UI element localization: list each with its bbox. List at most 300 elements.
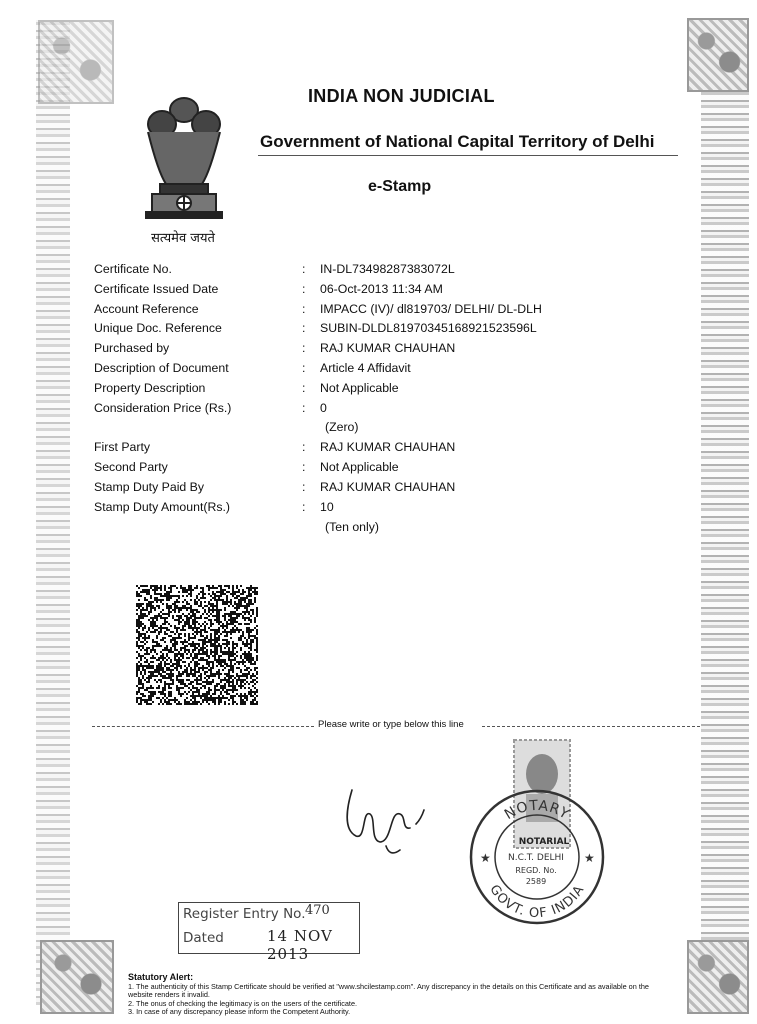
barcode-module: [152, 693, 154, 695]
barcode-module: [194, 653, 196, 655]
barcode-module: [184, 651, 186, 653]
barcode-module: [208, 609, 210, 611]
barcode-module: [196, 631, 198, 633]
barcode-module: [204, 629, 206, 631]
barcode-module: [250, 655, 252, 657]
barcode-module: [220, 587, 222, 589]
barcode-module: [156, 617, 158, 619]
barcode-module: [234, 613, 236, 615]
barcode-module: [186, 641, 188, 643]
barcode-module: [160, 593, 162, 595]
barcode-module: [202, 649, 204, 651]
barcode-module: [212, 665, 214, 667]
barcode-module: [246, 673, 248, 675]
barcode-module: [150, 631, 152, 633]
barcode-module: [218, 637, 220, 639]
barcode-module: [224, 647, 226, 649]
barcode-module: [184, 605, 186, 607]
barcode-module: [256, 695, 258, 697]
barcode-module: [188, 675, 190, 677]
barcode-module: [224, 617, 226, 619]
barcode-module: [202, 641, 204, 643]
barcode-module: [226, 621, 228, 623]
barcode-module: [230, 629, 232, 631]
barcode-module: [160, 665, 162, 667]
barcode-module: [210, 699, 212, 701]
barcode-module: [238, 685, 240, 687]
barcode-module: [204, 611, 206, 613]
barcode-module: [192, 641, 194, 643]
barcode-module: [232, 593, 234, 595]
barcode-module: [252, 681, 254, 683]
barcode-module: [228, 657, 230, 659]
barcode-module: [250, 599, 252, 601]
barcode-module: [174, 619, 176, 621]
barcode-module: [150, 609, 152, 611]
barcode-module: [204, 597, 206, 599]
barcode-module: [178, 659, 180, 661]
barcode-module: [136, 673, 138, 675]
barcode-module: [158, 663, 160, 665]
barcode-module: [140, 663, 142, 665]
barcode-module: [158, 613, 160, 615]
barcode-module: [138, 679, 140, 681]
barcode-module: [184, 587, 186, 589]
barcode-module: [154, 657, 156, 659]
barcode-module: [204, 677, 206, 679]
field-colon: :: [302, 440, 306, 455]
barcode-module: [182, 605, 184, 607]
barcode-module: [182, 661, 184, 663]
barcode-module: [222, 679, 224, 681]
barcode-module: [198, 599, 200, 601]
barcode-module: [198, 683, 200, 685]
field-label: Certificate Issued Date: [94, 281, 219, 296]
barcode-module: [168, 699, 170, 701]
barcode-module: [176, 653, 178, 655]
barcode-module: [160, 645, 162, 647]
barcode-module: [166, 697, 168, 699]
barcode-module: [230, 621, 232, 623]
barcode-module: [216, 621, 218, 623]
barcode-module: [214, 605, 216, 607]
barcode-module: [256, 667, 258, 669]
barcode-module: [210, 609, 212, 611]
barcode-module: [184, 645, 186, 647]
barcode-module: [244, 675, 246, 677]
barcode-module: [214, 597, 216, 599]
barcode-module: [184, 703, 186, 705]
barcode-module: [218, 595, 220, 597]
barcode-module: [152, 631, 154, 633]
barcode-module: [162, 677, 164, 679]
barcode-module: [148, 611, 150, 613]
barcode-module: [136, 675, 138, 677]
barcode-module: [232, 667, 234, 669]
barcode-module: [156, 667, 158, 669]
barcode-module: [250, 675, 252, 677]
barcode-module: [220, 625, 222, 627]
certificate-details: [94, 262, 654, 540]
barcode-module: [190, 607, 192, 609]
barcode-module: [218, 701, 220, 703]
barcode-module: [198, 605, 200, 607]
svg-text:GOVT. OF INDIA: [486, 882, 587, 921]
barcode-module: [204, 695, 206, 697]
barcode-module: [232, 629, 234, 631]
barcode-module: [212, 673, 214, 675]
barcode-module: [220, 585, 222, 587]
barcode-module: [166, 663, 168, 665]
barcode-module: [236, 655, 238, 657]
barcode-module: [206, 659, 208, 661]
barcode-module: [176, 607, 178, 609]
barcode-module: [194, 663, 196, 665]
barcode-module: [212, 607, 214, 609]
barcode-module: [234, 647, 236, 649]
barcode-module: [210, 653, 212, 655]
barcode-module: [154, 607, 156, 609]
barcode-module: [228, 665, 230, 667]
barcode-module: [198, 671, 200, 673]
barcode-module: [208, 593, 210, 595]
barcode-module: [242, 611, 244, 613]
barcode-module: [146, 677, 148, 679]
barcode-module: [178, 595, 180, 597]
barcode-module: [230, 601, 232, 603]
barcode-module: [202, 639, 204, 641]
barcode-module: [156, 697, 158, 699]
barcode-module: [168, 623, 170, 625]
barcode-module: [168, 657, 170, 659]
barcode-module: [178, 601, 180, 603]
barcode-module: [198, 627, 200, 629]
barcode-module: [144, 657, 146, 659]
barcode-module: [166, 597, 168, 599]
barcode-module: [202, 647, 204, 649]
barcode-module: [234, 629, 236, 631]
barcode-module: [208, 689, 210, 691]
barcode-module: [168, 609, 170, 611]
barcode-module: [162, 669, 164, 671]
barcode-module: [214, 655, 216, 657]
barcode-module: [218, 659, 220, 661]
barcode-module: [252, 685, 254, 687]
barcode-module: [150, 657, 152, 659]
barcode-module: [224, 651, 226, 653]
barcode-module: [140, 585, 142, 587]
barcode-module: [248, 603, 250, 605]
barcode-module: [230, 689, 232, 691]
barcode-module: [190, 595, 192, 597]
barcode-module: [222, 627, 224, 629]
barcode-module: [180, 617, 182, 619]
barcode-module: [170, 703, 172, 705]
barcode-module: [160, 611, 162, 613]
barcode-module: [250, 691, 252, 693]
barcode-module: [232, 623, 234, 625]
detail-row: [94, 381, 654, 401]
barcode-module: [172, 639, 174, 641]
barcode-module: [200, 675, 202, 677]
barcode-module: [216, 665, 218, 667]
barcode-module: [166, 613, 168, 615]
barcode-module: [142, 695, 144, 697]
barcode-module: [188, 649, 190, 651]
barcode-module: [242, 633, 244, 635]
barcode-module: [232, 613, 234, 615]
barcode-module: [166, 593, 168, 595]
barcode-module: [232, 605, 234, 607]
barcode-module: [140, 611, 142, 613]
barcode-module: [162, 703, 164, 705]
barcode-module: [224, 607, 226, 609]
barcode-module: [248, 629, 250, 631]
seal-center-line4: 2589: [525, 877, 547, 886]
barcode-module: [176, 675, 178, 677]
barcode-module: [196, 655, 198, 657]
barcode-module: [254, 675, 256, 677]
barcode-module: [218, 635, 220, 637]
barcode-module: [214, 633, 216, 635]
barcode-module: [160, 617, 162, 619]
seal-top-text: NOTARY: [501, 797, 573, 824]
barcode-module: [226, 645, 228, 647]
barcode-module: [150, 605, 152, 607]
barcode-module: [166, 603, 168, 605]
barcode-module: [184, 633, 186, 635]
barcode-module: [222, 689, 224, 691]
barcode-module: [224, 631, 226, 633]
barcode-module: [166, 677, 168, 679]
barcode-module: [172, 665, 174, 667]
barcode-module: [156, 605, 158, 607]
field-colon: :: [302, 479, 306, 494]
barcode-module: [184, 615, 186, 617]
barcode-module: [176, 637, 178, 639]
barcode-module: [208, 589, 210, 591]
barcode-module: [220, 649, 222, 651]
barcode-module: [168, 677, 170, 679]
barcode-module: [152, 625, 154, 627]
barcode-module: [226, 693, 228, 695]
barcode-module: [142, 645, 144, 647]
barcode-module: [176, 631, 178, 633]
barcode-module: [244, 693, 246, 695]
barcode-module: [256, 647, 258, 649]
barcode-module: [248, 591, 250, 593]
barcode-module: [178, 607, 180, 609]
barcode-module: [208, 675, 210, 677]
barcode-module: [250, 621, 252, 623]
barcode-module: [222, 623, 224, 625]
field-label: Description of Document: [94, 360, 229, 375]
barcode-module: [214, 619, 216, 621]
barcode-module: [218, 669, 220, 671]
field-colon: :: [302, 301, 306, 316]
barcode-module: [180, 703, 182, 705]
barcode-module: [176, 629, 178, 631]
barcode-module: [148, 603, 150, 605]
barcode-module: [252, 611, 254, 613]
barcode-module: [230, 653, 232, 655]
barcode-module: [224, 613, 226, 615]
barcode-module: [162, 639, 164, 641]
barcode-module: [240, 679, 242, 681]
barcode-module: [138, 647, 140, 649]
barcode-module: [148, 589, 150, 591]
barcode-module: [192, 673, 194, 675]
barcode-module: [180, 681, 182, 683]
barcode-module: [168, 693, 170, 695]
barcode-module: [248, 671, 250, 673]
barcode-module: [204, 681, 206, 683]
barcode-module: [156, 645, 158, 647]
barcode-module: [256, 655, 258, 657]
barcode-module: [248, 651, 250, 653]
barcode-module: [168, 593, 170, 595]
barcode-module: [150, 675, 152, 677]
barcode-module: [178, 653, 180, 655]
barcode-module: [174, 641, 176, 643]
statutory-alert: [128, 973, 668, 1017]
barcode-module: [248, 637, 250, 639]
barcode-module: [236, 591, 238, 593]
barcode-module: [192, 613, 194, 615]
corner-ornament-top-left: [38, 20, 114, 104]
barcode-module: [162, 637, 164, 639]
barcode-module: [238, 629, 240, 631]
barcode-module: [140, 595, 142, 597]
barcode-module: [154, 593, 156, 595]
barcode-module: [228, 693, 230, 695]
barcode-module: [200, 605, 202, 607]
barcode-module: [242, 663, 244, 665]
barcode-module: [184, 641, 186, 643]
barcode-module: [202, 593, 204, 595]
barcode-module: [206, 675, 208, 677]
barcode-module: [222, 599, 224, 601]
barcode-module: [228, 615, 230, 617]
barcode-module: [214, 659, 216, 661]
barcode-module: [138, 599, 140, 601]
barcode-module: [256, 677, 258, 679]
barcode-module: [160, 629, 162, 631]
barcode-module: [234, 695, 236, 697]
barcode-module: [222, 603, 224, 605]
barcode-module: [148, 703, 150, 705]
barcode-module: [144, 635, 146, 637]
barcode-module: [166, 599, 168, 601]
barcode-module: [146, 659, 148, 661]
barcode-module: [206, 645, 208, 647]
barcode-module: [194, 649, 196, 651]
barcode-module: [190, 591, 192, 593]
barcode-module: [168, 687, 170, 689]
barcode-module: [204, 647, 206, 649]
barcode-module: [244, 607, 246, 609]
register-dated-label: Dated: [183, 930, 224, 946]
barcode-module: [226, 675, 228, 677]
barcode-module: [250, 695, 252, 697]
barcode-module: [174, 645, 176, 647]
barcode-module: [192, 687, 194, 689]
barcode-module: [186, 673, 188, 675]
barcode-module: [144, 653, 146, 655]
barcode-module: [234, 597, 236, 599]
barcode-module: [208, 601, 210, 603]
barcode-module: [170, 625, 172, 627]
barcode-module: [202, 665, 204, 667]
barcode-module: [252, 629, 254, 631]
barcode-module: [150, 687, 152, 689]
barcode-module: [144, 637, 146, 639]
barcode-module: [172, 603, 174, 605]
barcode-module: [238, 603, 240, 605]
barcode-module: [246, 605, 248, 607]
barcode-module: [188, 687, 190, 689]
barcode-module: [146, 591, 148, 593]
barcode-module: [214, 693, 216, 695]
barcode-module: [188, 665, 190, 667]
barcode-module: [200, 597, 202, 599]
barcode-module: [158, 697, 160, 699]
barcode-module: [194, 599, 196, 601]
barcode-module: [152, 641, 154, 643]
barcode-module: [160, 639, 162, 641]
barcode-module: [216, 689, 218, 691]
barcode-module: [182, 673, 184, 675]
barcode-module: [166, 633, 168, 635]
barcode-module: [146, 615, 148, 617]
barcode-module: [188, 643, 190, 645]
barcode-module: [216, 617, 218, 619]
barcode-module: [186, 701, 188, 703]
barcode-module: [216, 609, 218, 611]
barcode-module: [146, 701, 148, 703]
barcode-module: [244, 623, 246, 625]
barcode-module: [192, 627, 194, 629]
barcode-module: [218, 631, 220, 633]
barcode-module: [182, 625, 184, 627]
barcode-module: [254, 683, 256, 685]
barcode-module: [252, 701, 254, 703]
barcode-module: [244, 673, 246, 675]
barcode-module: [194, 657, 196, 659]
barcode-module: [136, 669, 138, 671]
barcode-module: [172, 631, 174, 633]
barcode-module: [246, 645, 248, 647]
consideration-in-words: (Zero): [325, 420, 359, 435]
barcode-module: [256, 681, 258, 683]
barcode-module: [208, 619, 210, 621]
barcode-module: [206, 641, 208, 643]
barcode-module: [214, 657, 216, 659]
barcode-module: [228, 679, 230, 681]
barcode-module: [182, 655, 184, 657]
barcode-module: [182, 679, 184, 681]
barcode-module: [248, 655, 250, 657]
field-value: 06-Oct-2013 11:34 AM: [320, 281, 443, 296]
statutory-alert-line: 2. The onus of checking the legitimacy is on the users of the certificate.: [128, 998, 358, 1008]
barcode-module: [176, 685, 178, 687]
barcode-module: [242, 703, 244, 705]
barcode-module: [186, 623, 188, 625]
barcode-module: [178, 651, 180, 653]
field-colon: :: [302, 360, 306, 375]
barcode-module: [180, 637, 182, 639]
barcode-module: [192, 695, 194, 697]
